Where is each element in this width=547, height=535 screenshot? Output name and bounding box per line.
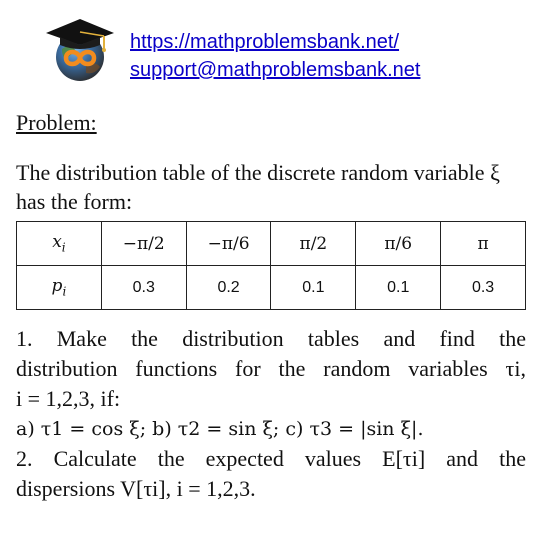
x-value-cell: −π/6	[186, 222, 271, 266]
header-links	[130, 28, 420, 84]
p-value-cell: 0.2	[186, 266, 271, 310]
p-value-cell: 0.1	[356, 266, 441, 310]
task1-line2: distribution functions for the random variables τi,	[16, 356, 526, 381]
task2-line1: 2. Calculate the expected values E[τi] and the	[16, 446, 526, 471]
x-value-cell: −π/2	[101, 222, 186, 266]
row-label-p: $p_i$	[17, 266, 102, 310]
task1-line3: i = 1,2,3, if:	[16, 386, 121, 411]
email-link[interactable]: support@mathproblemsbank.net	[130, 59, 421, 81]
task1-line1: 1. Make the distribution tables and find the	[16, 326, 526, 351]
site-logo-icon	[44, 15, 116, 85]
x-value-cell: π	[441, 222, 526, 266]
table-row-x	[17, 222, 526, 266]
problem-heading: Problem:	[16, 110, 97, 135]
p-value-cell: 0.1	[271, 266, 356, 310]
x-value-cell: π/6	[356, 222, 441, 266]
intro-text: The distribution table of the discrete random variable ξ has the form:	[16, 160, 500, 214]
p-value-cell: 0.3	[441, 266, 526, 310]
p-value-cell: 0.3	[101, 266, 186, 310]
table-row-p	[17, 266, 526, 310]
x-value-cell: π/2	[271, 222, 356, 266]
row-label-x: $x_i$	[17, 222, 102, 266]
problem-tasks	[16, 324, 526, 504]
task2-line2: dispersions V[τi], i = 1,2,3.	[16, 476, 256, 501]
distribution-table	[16, 221, 526, 310]
task1-cases: a) τ1 = cos ξ; b) τ2 = sin ξ; c) τ3 = |sin ξ|.	[16, 418, 424, 440]
website-link[interactable]: https://mathproblemsbank.net/	[130, 31, 400, 53]
problem-intro	[16, 158, 528, 216]
